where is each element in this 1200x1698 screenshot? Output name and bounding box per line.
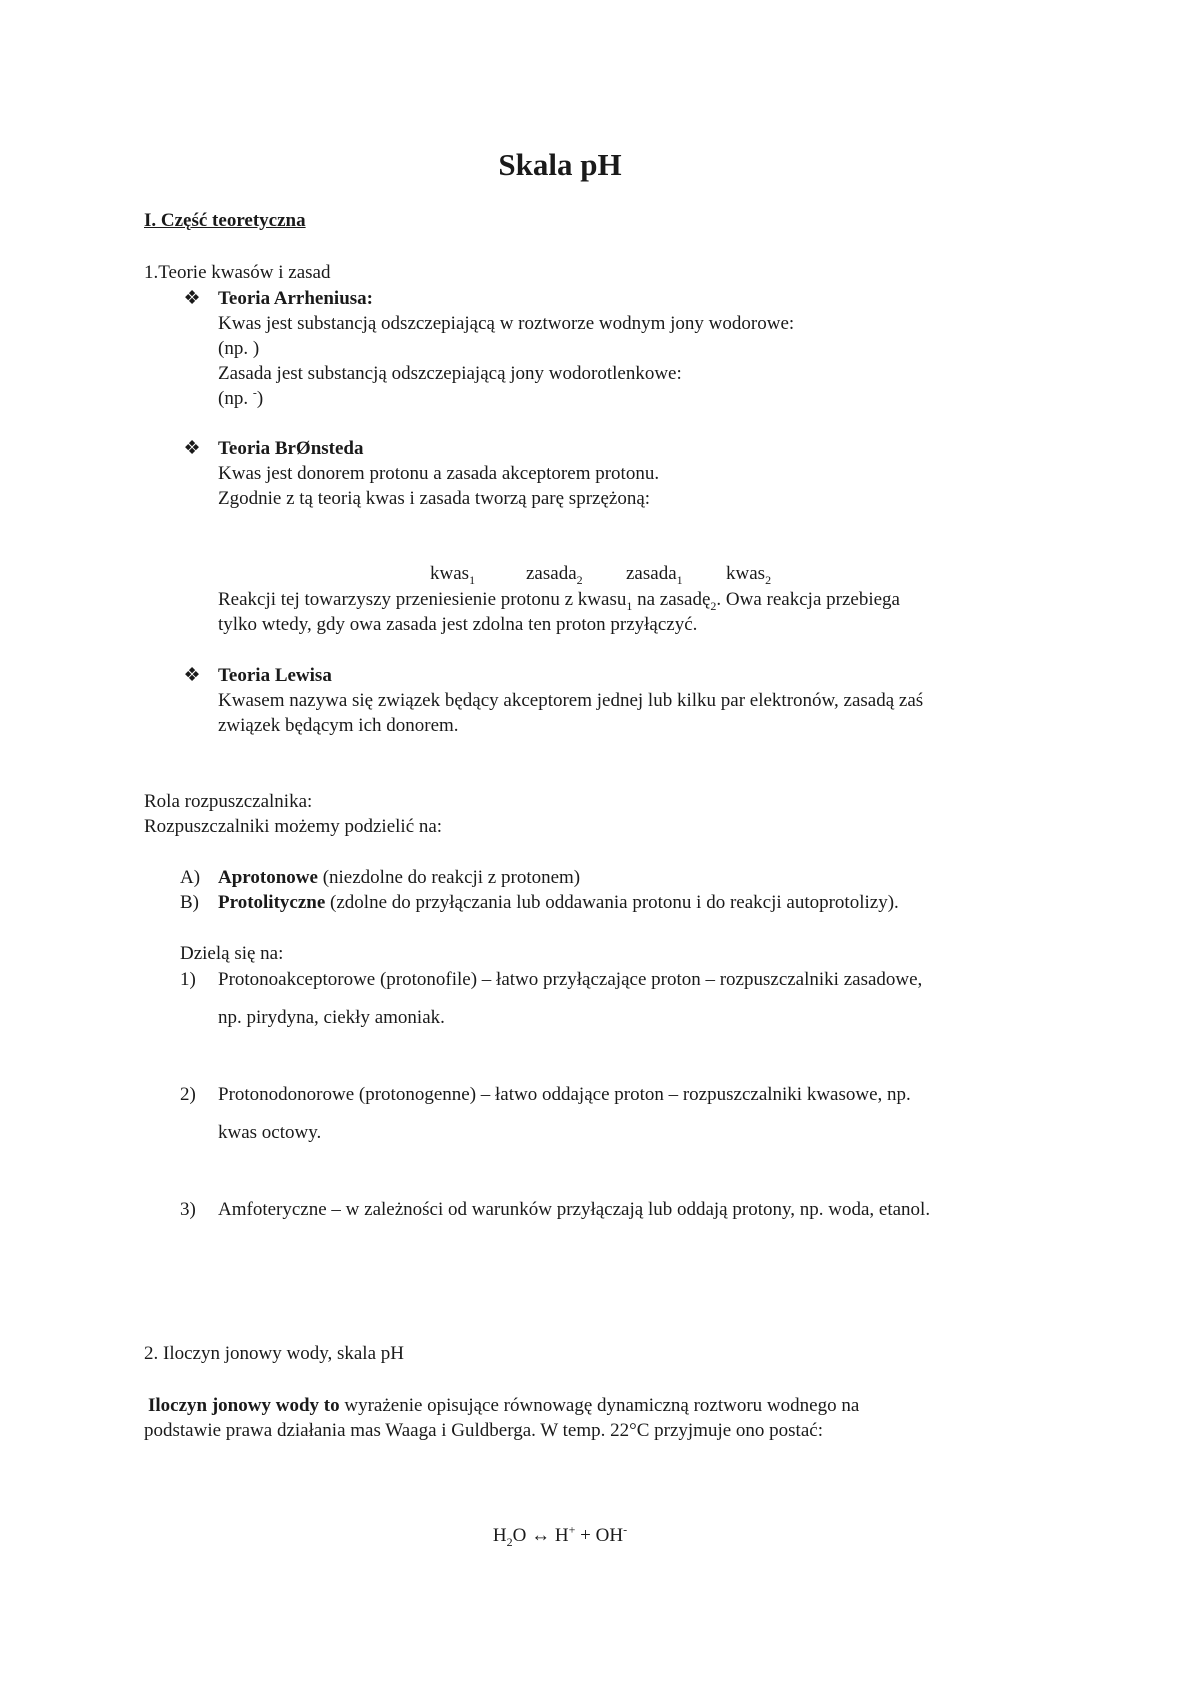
page-title: Skala pH xyxy=(498,147,622,182)
list-item: Protolityczne (zdolne do przyłączania lub oddawania protonu i do reakcji autoprotolizy). xyxy=(218,892,899,913)
diamond-bullet-icon: ❖ xyxy=(183,665,201,686)
conjugate-pair-term: zasada$_2$ xyxy=(526,563,583,587)
bronsted-line: Reakcji tej towarzyszy przeniesienie protonu z kwasu$_1$ na zasadę$_2$. Owa reakcja przebiega xyxy=(218,589,900,613)
conjugate-pair-term: kwas$_1$ xyxy=(430,563,476,587)
lewis-line: Kwasem nazywa się związek będący akceptorem jednej lub kilku par elektronów, zasadą zaś xyxy=(218,690,924,711)
section-heading-theory: I. Część teoretyczna xyxy=(144,210,306,231)
paragraph-line: Iloczyn jonowy wody to wyrażenie opisujące równowagę dynamiczną roztworu wodnego na xyxy=(148,1395,860,1416)
solvent-line: Dzielą się na: xyxy=(180,943,284,964)
list-item: Protonoakceptorowe (protonofile) – łatwo przyłączające proton – rozpuszczalniki zasadowe, xyxy=(218,969,923,990)
bronsted-heading: Teoria BrØnsteda xyxy=(218,438,364,459)
list-item: Aprotonowe (niezdolne do reakcji z protonem) xyxy=(218,867,581,888)
solvent-line: Rola rozpuszczalnika: xyxy=(144,791,313,812)
arrhenius-line: Zasada jest substancją odszczepiającą jony wodorotlenkowe: xyxy=(218,363,682,384)
conjugate-pair-term: zasada$_1$ xyxy=(626,563,683,587)
subsection-heading-ionic-product: 2. Iloczyn jonowy wody, skala pH xyxy=(144,1343,404,1364)
list-marker: 2) xyxy=(180,1084,196,1105)
list-marker: 3) xyxy=(180,1199,196,1220)
arrhenius-line: Kwas jest substancją odszczepiającą w roztworze wodnym jony wodorowe: xyxy=(218,313,795,334)
paragraph-line: podstawie prawa działania mas Waaga i Guldberga. W temp. 22°C przyjmuje ono postać: xyxy=(144,1420,823,1441)
list-item: Protonodonorowe (protonogenne) – łatwo oddające proton – rozpuszczalniki kwasowe, np. xyxy=(218,1084,911,1105)
conjugate-pair-term: kwas$_2$ xyxy=(726,563,772,587)
water-equation: $H_2O$ ↔ H+ + OH- xyxy=(492,1522,628,1549)
solvent-line: Rozpuszczalniki możemy podzielić na: xyxy=(144,816,443,837)
bronsted-line: Zgodnie z tą teorią kwas i zasada tworzą parę sprzężoną: xyxy=(218,488,651,509)
list-marker: B) xyxy=(180,892,199,913)
lewis-line: związek będącym ich donorem. xyxy=(218,715,459,736)
subsection-heading-acid-base: 1.Teorie kwasów i zasad xyxy=(144,262,331,283)
diamond-bullet-icon: ❖ xyxy=(183,288,201,309)
arrhenius-line: (np. ) xyxy=(218,338,260,359)
list-marker: 1) xyxy=(180,969,196,990)
list-marker: A) xyxy=(180,867,201,888)
arrhenius-heading: Teoria Arrheniusa: xyxy=(218,288,373,309)
lewis-heading: Teoria Lewisa xyxy=(218,665,332,686)
bronsted-line: Kwas jest donorem protonu a zasada akceptorem protonu. xyxy=(218,463,660,484)
arrhenius-line: (np. -) xyxy=(218,385,264,409)
list-item: kwas octowy. xyxy=(218,1122,322,1143)
bronsted-line: tylko wtedy, gdy owa zasada jest zdolna ten proton przyłączyć. xyxy=(218,614,698,635)
list-item: Amfoteryczne – w zależności od warunków przyłączają lub oddają protony, np. woda, etanol. xyxy=(218,1199,931,1220)
diamond-bullet-icon: ❖ xyxy=(183,438,201,459)
list-item: np. pirydyna, ciekły amoniak. xyxy=(218,1007,445,1028)
